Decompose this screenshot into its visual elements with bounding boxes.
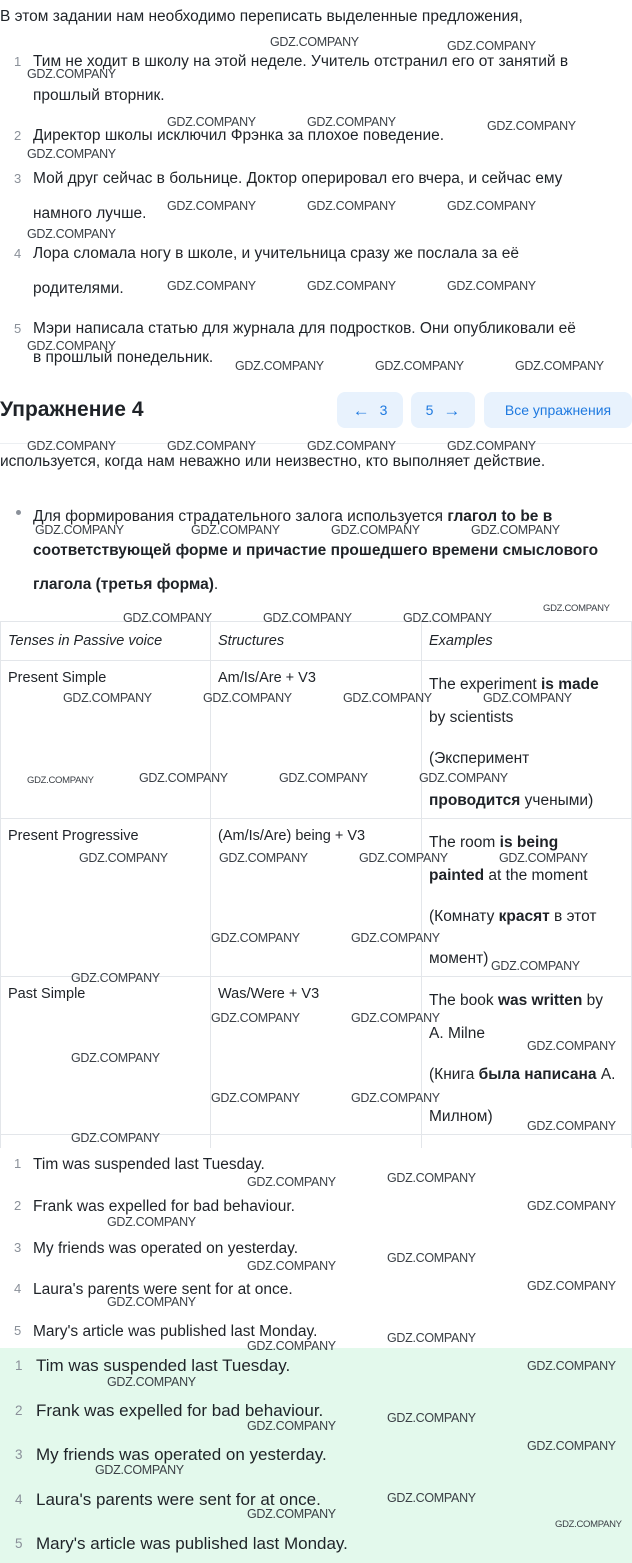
watermark: GDZ.COMPANY <box>555 1519 622 1530</box>
watermark: GDZ.COMPANY <box>219 851 308 865</box>
watermark: GDZ.COMPANY <box>527 1439 616 1453</box>
table-cell-structure: Am/Is/Are + V3 <box>218 670 316 686</box>
watermark: GDZ.COMPANY <box>471 523 560 537</box>
watermark: GDZ.COMPANY <box>279 771 368 785</box>
list-item: 2 Frank was expelled for bad behaviour. <box>14 1198 295 1215</box>
table-cell-example: The room is being painted at the moment (Комнату красят в этот момент) <box>429 834 597 967</box>
watermark: GDZ.COMPANY <box>351 1091 440 1105</box>
watermark: GDZ.COMPANY <box>307 279 396 293</box>
watermark: GDZ.COMPANY <box>27 147 116 161</box>
watermark: GDZ.COMPANY <box>343 691 432 705</box>
list-item: 3 My friends was operated on yesterday. <box>15 1445 327 1464</box>
watermark: GDZ.COMPANY <box>387 1411 476 1425</box>
watermark: GDZ.COMPANY <box>387 1331 476 1345</box>
table-cell-tense: Present Progressive <box>8 828 139 844</box>
watermark: GDZ.COMPANY <box>27 339 116 353</box>
watermark: GDZ.COMPANY <box>247 1507 336 1521</box>
all-exercises-button[interactable]: Все упражнения <box>484 392 632 428</box>
table-cell-tense: Past Simple <box>8 986 86 1002</box>
watermark: GDZ.COMPANY <box>270 35 359 49</box>
watermark: GDZ.COMPANY <box>527 1279 616 1293</box>
watermark: GDZ.COMPANY <box>307 439 396 453</box>
next-exercise-button[interactable]: 5 → <box>411 392 475 428</box>
list-item: 5 Mary's article was published last Monday. <box>14 1323 318 1340</box>
watermark: GDZ.COMPANY <box>211 931 300 945</box>
watermark: GDZ.COMPANY <box>95 1463 184 1477</box>
exercise-title: Упражнение 4 <box>0 398 144 421</box>
watermark: GDZ.COMPANY <box>307 199 396 213</box>
passive-note: используется, когда нам неважно или неизвестно, кто выполняет действие. <box>0 453 546 470</box>
watermark: GDZ.COMPANY <box>27 439 116 453</box>
watermark: GDZ.COMPANY <box>107 1215 196 1229</box>
watermark: GDZ.COMPANY <box>247 1259 336 1273</box>
watermark: GDZ.COMPANY <box>331 523 420 537</box>
watermark: GDZ.COMPANY <box>167 115 256 129</box>
table-header: Tenses in Passive voice <box>8 633 163 649</box>
watermark: GDZ.COMPANY <box>447 439 536 453</box>
watermark: GDZ.COMPANY <box>351 931 440 945</box>
watermark: GDZ.COMPANY <box>71 1051 160 1065</box>
watermark: GDZ.COMPANY <box>387 1251 476 1265</box>
table-cell-example: The book was written by A. Milne (Книга была написана А. Милном) <box>429 992 616 1125</box>
watermark: GDZ.COMPANY <box>515 359 604 373</box>
watermark: GDZ.COMPANY <box>263 611 352 625</box>
watermark: GDZ.COMPANY <box>71 1131 160 1145</box>
table-header: Examples <box>429 633 493 649</box>
prev-exercise-button[interactable]: ← 3 <box>337 392 403 428</box>
watermark: GDZ.COMPANY <box>387 1171 476 1185</box>
watermark: GDZ.COMPANY <box>447 279 536 293</box>
intro-text: В этом задании нам необходимо переписать выделенные предложения, <box>0 8 523 25</box>
bullet-dot <box>16 510 21 515</box>
table-cell-example: The experiment is made by scientists (Эксперимент проводится учеными) <box>429 676 599 809</box>
watermark: GDZ.COMPANY <box>139 771 228 785</box>
highlighted-answers <box>0 1348 632 1563</box>
watermark: GDZ.COMPANY <box>375 359 464 373</box>
watermark: GDZ.COMPANY <box>27 67 116 81</box>
watermark: GDZ.COMPANY <box>247 1339 336 1353</box>
watermark: GDZ.COMPANY <box>359 851 448 865</box>
watermark: GDZ.COMPANY <box>79 851 168 865</box>
watermark: GDZ.COMPANY <box>247 1175 336 1189</box>
watermark: GDZ.COMPANY <box>483 691 572 705</box>
watermark: GDZ.COMPANY <box>107 1375 196 1389</box>
table-header: Structures <box>218 633 285 649</box>
watermark: GDZ.COMPANY <box>167 439 256 453</box>
watermark: GDZ.COMPANY <box>527 1119 616 1133</box>
watermark: GDZ.COMPANY <box>527 1039 616 1053</box>
list-item: 4 Laura's parents were sent for at once. <box>15 1490 321 1509</box>
watermark: GDZ.COMPANY <box>527 1359 616 1373</box>
list-item: 3 My friends was operated on yesterday. <box>14 1240 299 1257</box>
watermark: GDZ.COMPANY <box>27 227 116 241</box>
watermark: GDZ.COMPANY <box>403 611 492 625</box>
watermark: GDZ.COMPANY <box>351 1011 440 1025</box>
watermark: GDZ.COMPANY <box>123 611 212 625</box>
watermark: GDZ.COMPANY <box>71 971 160 985</box>
table-cell-structure: Was/Were + V3 <box>218 986 320 1002</box>
arrow-right-icon: → <box>443 400 461 420</box>
watermark: GDZ.COMPANY <box>203 691 292 705</box>
watermark: GDZ.COMPANY <box>419 771 508 785</box>
watermark: GDZ.COMPANY <box>27 775 94 786</box>
watermark: GDZ.COMPANY <box>447 199 536 213</box>
watermark: GDZ.COMPANY <box>487 119 576 133</box>
watermark: GDZ.COMPANY <box>167 279 256 293</box>
watermark: GDZ.COMPANY <box>247 1419 336 1433</box>
watermark: GDZ.COMPANY <box>167 199 256 213</box>
list-item: 2 Frank was expelled for bad behaviour. <box>15 1401 324 1420</box>
watermark: GDZ.COMPANY <box>499 851 588 865</box>
list-item: 1 Tim was suspended last Tuesday. <box>14 1156 265 1173</box>
watermark: GDZ.COMPANY <box>387 1491 476 1505</box>
exercise-header <box>0 392 632 432</box>
table-cell-structure: (Am/Is/Are) being + V3 <box>218 828 366 844</box>
table-cell-tense: Present Simple <box>8 670 107 686</box>
watermark: GDZ.COMPANY <box>35 523 124 537</box>
watermark: GDZ.COMPANY <box>211 1011 300 1025</box>
watermark: GDZ.COMPANY <box>447 39 536 53</box>
watermark: GDZ.COMPANY <box>107 1295 196 1309</box>
watermark: GDZ.COMPANY <box>63 691 152 705</box>
watermark: GDZ.COMPANY <box>191 523 280 537</box>
watermark: GDZ.COMPANY <box>491 959 580 973</box>
list-item: 4 Laura's parents were sent for at once. <box>14 1281 293 1298</box>
list-item: 1 Tim was suspended last Tuesday. <box>15 1356 291 1375</box>
watermark: GDZ.COMPANY <box>211 1091 300 1105</box>
watermark: GDZ.COMPANY <box>543 603 610 614</box>
arrow-left-icon: ← <box>352 400 370 420</box>
watermark: GDZ.COMPANY <box>235 359 324 373</box>
watermark: GDZ.COMPANY <box>307 115 396 129</box>
list-item: 5 Mary's article was published last Monday. <box>15 1534 348 1553</box>
watermark: GDZ.COMPANY <box>527 1199 616 1213</box>
